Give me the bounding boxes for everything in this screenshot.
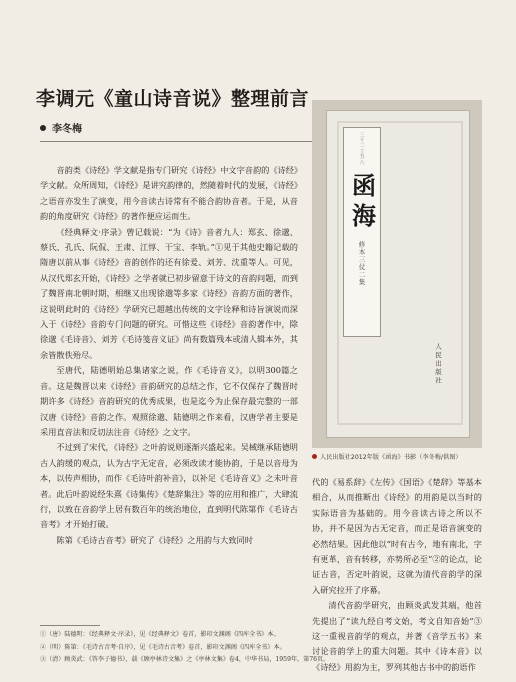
body-paragraph: 不过到了宋代，《诗经》之叶韵说则逐渐兴盛起来。吴棫继承陆德明古人韵缓的观点，认为古字无定音，必须改读才能协韵，于是以音母为本，以传声相协，而作《毛诗叶韵补音》，以补足《毛诗音义》之未叶音者。此后叶韵说经朱熹《诗集传》《楚辞集注》等的应用和推广，大肆流行，以致在音韵学上居有数百年的统治地位，直到明代陈第作《毛诗古音考》才开始打破。	[40, 442, 298, 530]
footnote-rule	[40, 625, 100, 626]
body-paragraph: 陈第《毛诗古音考》研究了《诗经》之用韵与大致同时	[56, 534, 253, 545]
author-name: 李冬梅	[52, 124, 82, 135]
body-paragraph: 《经典释文·序录》曾记载说：“为《诗》音者九人：郑玄、徐邈、蔡氏、孔氏、阮侃、王肃、江惇、干宝、李轨。”①见于其他史籍记载的隋唐以前从事《诗经》音韵创作的还有徐爰、刘芳、沈重等人。可见，从汉代郑玄开始，《诗经》之学者就已初步留意于诗文的音韵问题，而到了魏晋南北朝时期，相继又出现徐邈等多家《诗经》音韵方面的著作，这说明此时的《诗经》学研究已超越出传统的文字诠释和诗旨演说而深入于《诗经》音韵专门问题的研究。可惜这些《诗经》音韵著作中，除徐邈《毛诗音》、刘芳《毛诗笺音义证》尚有数篇残本或清人辑本外，其余皆散佚殆尽。	[40, 226, 298, 360]
body-paragraph: 代的《易系辞》《左传》《国语》《楚辞》等基本相合，从而推断出《诗经》的用韵是以当时的实际语音为基础的。用今音读古诗之所以不协，并不是因为古无定音，而正是语音演变的必然结果。因此他以“时有古今，地有南北，字有更革，音有转移，亦势所必至”②的论点，论证古音，否定叶韵说，这就为清代音韵学的深入研究拉开了序幕。	[312, 477, 482, 595]
figure-caption	[312, 452, 482, 461]
book-cover-figure	[312, 100, 482, 448]
book-subtitle: 修本三仗二集	[357, 241, 366, 287]
body-paragraph: 清代音韵学研究，由顾炎武发其端，他首先提出了“读九经自考文始，考文自知音始”③这一重视音韵学的观点，并著《音学五书》来讨论音韵学上的重大问题。其中《诗本音》以《诗经》用韵为主，罗列其他古书中的韵语作	[312, 600, 482, 672]
caption-dot-icon	[312, 454, 317, 459]
book-cover	[326, 110, 470, 438]
article-title: 李调元《童山诗音说》整理前言	[36, 88, 310, 110]
label-small-text: 三十二 丁丑 六	[358, 132, 365, 166]
author-line	[40, 120, 82, 135]
right-column	[312, 475, 482, 672]
footnote: ③（清）顾炎武：《答李子德书》，载《顾亭林诗文集》之《亭林文集》卷4，中华书局，1959年，第76页。	[40, 656, 330, 663]
caption-text: 人民出版社2012年版《函海》书影（李冬梅/供图）	[320, 454, 462, 461]
left-column	[40, 163, 298, 611]
body-paragraph: 音韵类《诗经》学文献是指专门研究《诗经》中文字音韵的《诗经》学文献。众所周知，《诗经》是讲究韵律的，然随着时代的发展，《诗经》之语音亦发生了演变，用今音读古诗常有不能合韵协音者。于是，从音韵的角度研究《诗经》的著作便应运而生。	[40, 165, 298, 222]
footnotes	[40, 629, 482, 667]
book-title-label	[343, 127, 381, 337]
footnote: ②（明）陈第：《毛诗古音考·自序》，见《毛诗古音考》卷首，影印文渊阁《四库全书》本。	[40, 643, 286, 651]
footnote: ①（唐）陆德明：《经典释文·序录》，见《经典释文》卷首，影印文渊阁《四库全书》本。	[40, 631, 280, 638]
body-paragraph: 至唐代，陆德明始总集诸家之说，作《毛诗音义》，以明300篇之音。这是魏晋以来《诗经》音韵研究的总结之作，它不仅保存了魏晋时期许多《诗经》音韵研究的优秀成果，也是迄今为止保存最完整的一部汉唐《诗经》音韵之作。观照徐邈、陆德明之作来看，汉唐学者主要是采用直音法和反切法注音《诗经》之文字。	[40, 365, 298, 437]
book-title: 函海	[347, 173, 377, 234]
bullet-icon	[40, 125, 46, 131]
publisher-mark: 人民出版社	[434, 343, 442, 386]
